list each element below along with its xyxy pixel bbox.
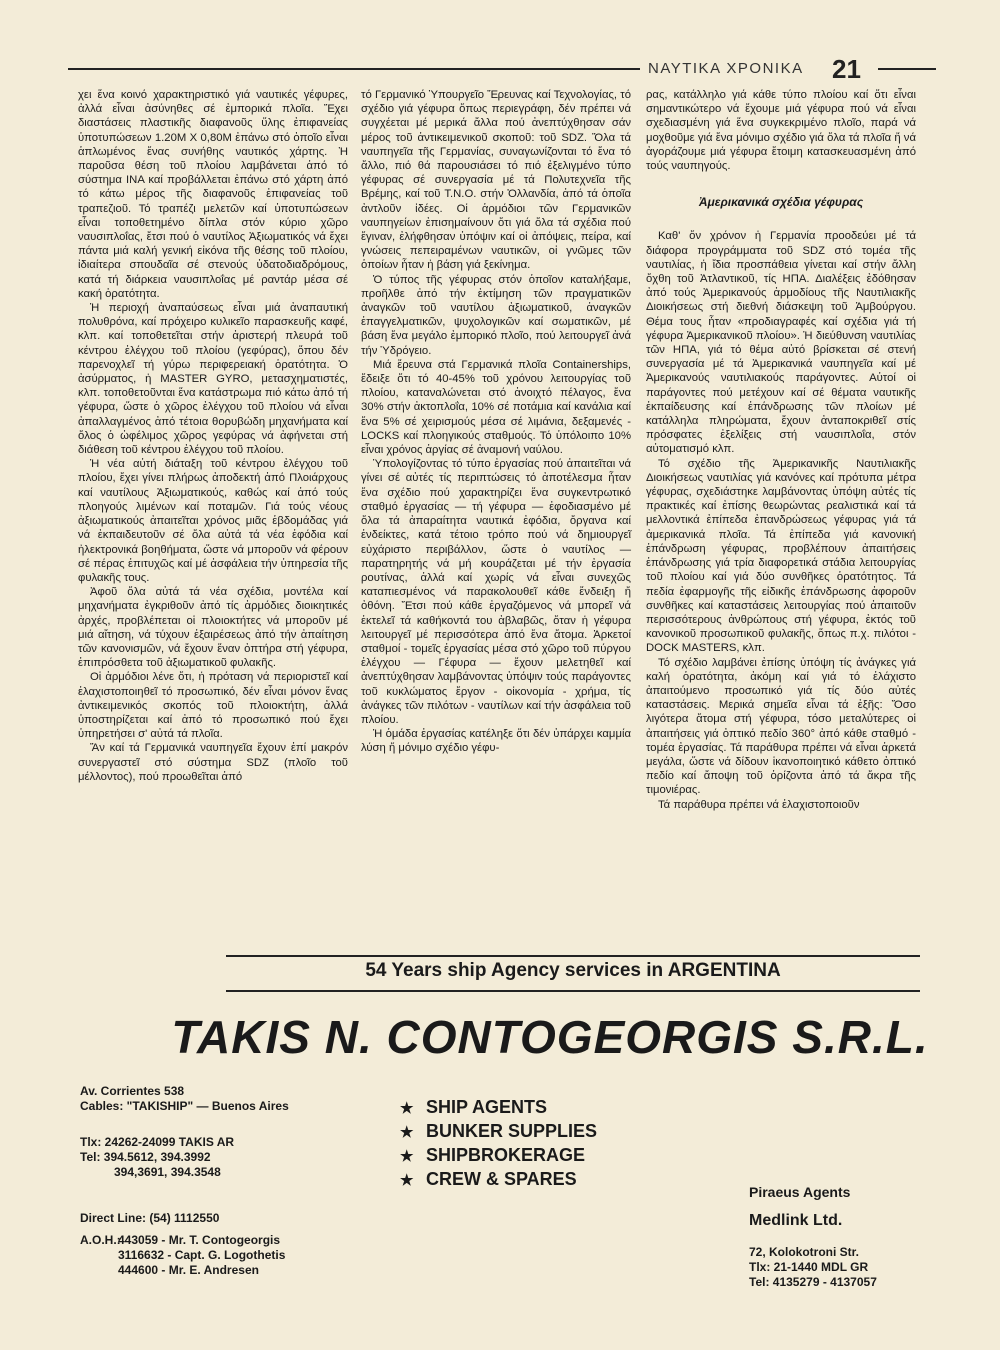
- article-column-1: [78, 88, 348, 784]
- paragraph: Ἡ περιοχή ἀναπαύσεως εἶναι μιά ἀναπαυτική πολυθρόνα, καί πρόχειρο κυλικεῖο παρασκευῆς καφέ, κλπ. καί τοποθετεῖται στήν ἀριστερή πλευρά τοῦ κέντρου ἐλέγχου τοῦ πλοίου (γεφύρας), ὅπου δέν παρενοχλεῖ τή γύρω περιφερειακή ὁρατότητα. Ὁ ἀσύρματος, ἡ MASTER GYRO, μετασχηματιστές, κλπ. τοποθετοῦνται ἕνα κατάστρωμα πιό κάτω ἀπό τή γέφυρα, ὥστε ὁ χῶρος ἐλέγχου τοῦ πλοίου νά εἶναι ἀπαλλαγμένος ἀπό τέτοια θορυβώδη μηχανήματα καί ὅλος ὁ ὠφέλιμος χῶρος γεφύρας νά ἀφήνεται στή διάθεση τοῦ κέντρου ἐλέγχου τοῦ πλοίου.: [78, 302, 348, 457]
- magazine-title: ΝΑΥΤΙΚΑ ΧΡΟΝΙΚΑ: [648, 60, 804, 77]
- star-icon: ★: [400, 1172, 414, 1189]
- header-rule-left: [68, 68, 640, 70]
- direct-line: Direct Line: (54) 1112550: [80, 1211, 220, 1225]
- star-icon: ★: [400, 1100, 414, 1117]
- telex: Tlx: 24262-24099 TAKIS AR: [80, 1135, 235, 1149]
- ad-headline: 54 Years ship Agency services in ARGENTINA: [365, 960, 781, 981]
- service-item: [400, 1120, 597, 1144]
- aoh-lines: [118, 1233, 285, 1278]
- ad-direct-line: [80, 1211, 380, 1226]
- paragraph: τό Γερμανικό Ὑπουργεῖο Ἔρευνας καί Τεχνολογίας, τό σχέδιο γιά γέφυρα ὅπως περιεγράφη, δέν πρέπει νά συγχέεται μέ μερικά ἄλλα πού ἀνεπτύχθησαν σάν μέρος τοῦ ἀντικειμενικοῦ σκοποῦ: τοῦ SDZ. Ὅλα τά ναυπηγεῖα τῆς Γερμανίας, συναγωνίζονται τό ἕνα τό ἄλλο, πιό θά παρουσιάσει τό πιό ἐξελιγμένο τύπο γέφυρας σέ συνεργασία μέ τά Πολυτεχνεῖα τῆς Βρέμης, καί τοῦ T.N.O. στήν Ὁλλανδία, ἀπό τά ὁποῖα ἀντλοῦν ἰδέες. Οἱ ἁρμόδιοι τῶν Γερμανικῶν ναυπηγείων ἐπισημαίνουν ὅτι γιά ὅλα τά σχέδια πού ἔγιναν, ἐλήφθησαν ὑπόψιν καί οἱ ἀπόψεις, πείρα, καί γνώσεις πεπειραμένων ναυτικῶν, οἱ γνῶμες τῶν ὁποίων ἦταν ἡ βάση γιά ξεκίνημα.: [361, 89, 631, 272]
- aoh-line: 443059 - Mr. T. Contogeorgis: [118, 1233, 281, 1247]
- paragraph: Τό σχέδιο τῆς Ἀμερικανικῆς Ναυτιλιακῆς Διοικήσεως ναυτιλίας γιά κανόνες καί πρότυπα μέτρα γέφυρας, σχεδιάστηκε λαμβάνοντας ὑπόψη αὐτές τίς πρακτικές καί ἐπίσης θεωρώντας ρεαλιστικά καί τά μελλοντικά ἐπίπεδα ἐπανδρώσεως γέφυρας γιά τά ἀμερικανικά πλοῖα. Τά ἐπίπεδα γιά κανονική ἐπάνδρωση γέφυρας, προβλέπουν ἀπαιτήσεις ἐπάνδρωσης γιά τρία διαφορετικά στάδια λειτουργίας τοῦ πλοίου καί γιά δύο συνθῆκες ὁρατότητος. Τά πεδία ἐφαρμογῆς τῆς εἰδικῆς ἐπάνδρωσης ἀφοροῦν συνθῆκες καί καταστάσεις λειτουργίας πού ἀπαιτοῦν περισσότερους ἀνθρώπους στή γέφυρα, ἐκτός τοῦ κανονικοῦ προσωπικοῦ φυλακῆς, ὅπως π.χ. πιλότοι - DOCK MASTERS, κλπ.: [646, 457, 916, 655]
- ad-telecom: [80, 1135, 380, 1180]
- service-item: [400, 1144, 597, 1168]
- aoh-line: 3116632 - Capt. G. Logothetis: [118, 1248, 286, 1262]
- telephone: 394,3691, 394.3548: [114, 1165, 221, 1179]
- paragraph: Ἡ νέα αὐτή διάταξη τοῦ κέντρου ἐλέγχου τοῦ πλοίου, ἔχει γίνει πλήρως ἀποδεκτή ἀπό Πλοιάρχους καί ναυτίλους Ἀξιωματικούς, καθώς καί ἀπό τούς πλοηγούς λιμένων καί ποταμῶν. Γιά τούς νέους ἀξιωματικούς ἀπαιτεῖται χρόνος μιᾶς ἑβδομάδας γιά νά ἐκπαιδευτοῦν σέ ὅλα αὐτά τά νέα ἐφόδια καί ἠλεκτρονικά βοηθήματα, ὥστε νά μποροῦν νά φέρουν σέ πέρας ἐπιτυχῶς καί μέ ἀσφάλεια τήν ὑπηρεσία τῆς φυλακῆς τους.: [78, 458, 348, 584]
- paragraph: Ὁ τύπος τῆς γέφυρας στόν ὁποῖον καταλήξαμε, προῆλθε ἀπό τήν ἐκτίμηση τῶν πραγματικῶν ἀναγκῶν τοῦ ναυτίλου ἀξιωματικοῦ, ἀναγκῶν ἐπαγγελματικῶν, ψυχολογικῶν καί σωματικῶν, μέ βάση ἕνα μεγάλο ἐμπορικό πλοῖο, πού λειτουργεῖ ἀνά τήν Ὑδρόγειο.: [361, 273, 631, 357]
- agents-title: Piraeus Agents: [749, 1184, 851, 1200]
- ad-top-rule: [226, 955, 920, 957]
- paragraph: ρας, κατάλληλο γιά κάθε τύπο πλοίου καί ὅτι εἶναι σημαντικώτερο νά ἔχουμε μιά γέφυρα πού νά εἶναι σχεδιασμένη γιά ἕνα συγκεκριμένο πλοῖο, παρά νά μοχθοῦμε γιά ἕνα μόνιμο σχέδιο γιά ὅλα τά πλοῖα ἤ νά ἀγοράζουμε μιά γέφυρα ἕτοιμη κατασκευασμένη ἀπό τούς ναυπηγούς.: [646, 89, 916, 173]
- paragraph: Καθ' ὅν χρόνον ἡ Γερμανία προοδεύει μέ τά διάφορα προγράμματα τοῦ SDZ στό τομέα τῆς ναυτιλίας, ἡ ἴδια προσπάθεια γίνεται καί στήν ἄλλη ὄχθη τοῦ Ἀτλαντικοῦ, τίς ΗΠΑ. Διαλέξεις ἐδόθησαν ἀπό τούς Ἀμερικανούς ἁρμοδίους τῆς Ναυτιλιακῆς Διοικήσεως στή διεθνή διάσκεψη τοῦ Ἀμβούργου. Θέμα τους ἦταν «προδιαγραφές καί σχέδια γιά τή γέφυρα Ἀμερικανικοῦ πλοίου». Ἡ διεύθυνση ναυτιλίας τῶν ΗΠΑ, γιά τό θέμα αὐτό βρίσκεται σέ στενή συνεργασία μέ τά Ἀμερικανικά ναυπηγεῖα καί μέ Ἀμερικανούς ναυτιλιακούς παράγοντες. Αὐτοί οἱ παράγοντες πού μετέχουν καί σέ θέματα ναυτικῆς ἐκπαίδευσης καί ἐπάνδρωσης τῶν πλοίων μέ κατάλληλα πληρώματα, ἔχουν ἀνταποκριθεῖ στίς πρόσφατες ἐξελίξεις στή ναυσιπλοΐα, στόν αὐτοματισμό κλπ.: [646, 230, 916, 456]
- article-column-3: [646, 88, 916, 812]
- service-label: SHIPBROKERAGE: [426, 1145, 586, 1165]
- street-address: Av. Corrientes 538: [80, 1084, 185, 1098]
- cable-address: Cables: "TAKISHIP" — Buenos Aires: [80, 1099, 289, 1113]
- paragraph: Τά παράθυρα πρέπει νά ἐλαχιστοποιοῦν: [658, 798, 860, 811]
- paragraph: Ἡ ὁμάδα ἐργασίας κατέληξε ὅτι δέν ὑπάρχει καμμία λύση ἤ μόνιμο σχέδιο γέφυ-: [361, 728, 631, 755]
- paragraph: Ἄν καί τά Γερμανικά ναυπηγεῖα ἔχουν ἐπί μακρόν συνεργαστεῖ στό σύστημα SDZ (πλοῖο τοῦ μέλλοντος), πού προωθεῖται ἀπό: [78, 742, 348, 783]
- ad-address: [80, 1084, 380, 1114]
- article-column-2: [361, 88, 631, 756]
- aoh-line: 444600 - Mr. E. Andresen: [118, 1263, 259, 1277]
- agents-company: Medlink Ltd.: [749, 1212, 843, 1229]
- paragraph: Ὑπολογίζοντας τό τύπο ἐργασίας πού ἀπαιτεῖται νά γίνει σέ αὐτές τίς περιπτώσεις τό ἀποτέλεσμα ἦταν ἕνα σχέδιο πού χαρακτηρίζει ἕνα συγκεντρωτικό σταθμό ἐργασίας — τή γέφυρα — ἐφοδιασμένο μέ ὅλα τά ἀπαραίτητα ναυτικά ἐφόδια, ὄργανα καί ἐνδείκτες, κατά τέτοιο τρόπο πού νά δημιουργεῖ εὐχάριστο περιβάλλον, ὥστε ὁ ναυτίλος — παρατηρητής νά μή κουράζεται μέ τήν ἐργασία ρουτίνας, ἀλλά καί χωρίς νά εἶναι συνεχῶς καταπιεσμένος νά παρακολουθεῖ κάθε ἔνδειξη ἤ ὀθόνη. Ἔτσι πού κάθε ἐργαζόμενος νά μπορεῖ νά ἐκτελεῖ τά καθήκοντά του ἀβλαβῶς, ὅταν ἡ γέφυρα λειτουργεῖ μέ περισσότερα ἀπό ἕνα ἄτομα. Ἀρκετοί σταθμοί - τομεῖς ἐργασίας μέσα στό χῶρο τοῦ πύργου ἐλέγχου — Γέφυρα — ἔχουν μελετηθεῖ καί ἀνεπτύχθησαν λαμβάνοντας ὑπόψιν τούς παράγοντες τοῦ κυκλώματος ἔργον - οἰκονομία - χρήμα, τίς ἀνάγκες τῶν πιλότων - ναυτίλων καί τήν ἀσφάλεια τοῦ πλοίου.: [361, 458, 631, 726]
- piraeus-agents: [749, 1183, 949, 1290]
- agents-address: 72, Kolokotroni Str.: [749, 1245, 860, 1259]
- agents-telephone: Tel: 4135279 - 4137057: [749, 1275, 877, 1289]
- paragraph: χει ἕνα κοινό χαρακτηριστικό γιά ναυτικές γέφυρες, ἀλλά εἶναι ἀσύνηθες σέ ἐμπορικά πλοῖα. Ἔχει διαστάσεις πλαστικῆς διαφανοῦς ὕλης ἐπιφανείας ὑποτυπώσεων 1.20M X 0,80M ἐπάνω στό ὁποῖο εἶναι ἁπλωμένος ἕνας συνήθης ναυτικός χάρτης. Ἡ παροῦσα θέση τοῦ πλοίου λαμβάνεται ἀπό τό σύστημα INA καί προβάλλεται ἐπάνω στό χάρτη ἀπό τό κάτω μέρος τῆς διαφανοῦς ἐπιφανείας τοῦ τραπεζιοῦ. Τό τραπέζι μελετῶν καί ὑποτυπώσεων εἶναι τοποθετημένο δίπλα στόν κύριο χῶρο ναυσιπλοΐας, ἔτσι πού ὁ ναυτίλος Ἀξιωματικός νά ἔχει πάντα μιά καλή γενική εἰκόνα τῆς θέσης τοῦ πλοίου, ἰδιαίτερα σπουδαῖα σέ στενούς ὑδατοδιαδρόμους, κατά τή διάρκεια ναυσιπλοΐας μέ ραντάρ μέσα σέ κακή ὁρατότητα.: [78, 89, 348, 300]
- ad-company-name: TAKIS N. CONTOGEORGIS S.R.L.: [171, 1011, 929, 1063]
- paragraph: Τό σχέδιο λαμβάνει ἐπίσης ὑπόψη τίς ἀνάγκες γιά καλή ὁρατότητα, ἀκόμη καί γιά τό ἐλάχιστο ἀπαιτούμενο προσωπικό γιά τίς δύο αὐτές καταστάσεις. Μερικά σημεῖα εἶναι τά ἑξῆς: Ὅσο λιγότερα ἄτομα στή γέφυρα, τόσο μεταλύτερες οἱ ἀπαιτήσεις γιά ὀπτικό πεδίο 360° ἀπό κάθε σταθμό - τομέα ἐργασίας. Τά παράθυρα πρέπει νά εἶναι ἀρκετά μεγάλα, ὥστε νά δίδουν ἱκανοποιητικό κάθετο ὀπτικό πεδίο καί ἄποψη τοῦ ὁρίζοντα ἀπό τά ἄκρα τῆς τιμονιέρας.: [646, 656, 916, 797]
- section-heading: Ἀμερικανικά σχέδια γέφυρας: [698, 195, 864, 210]
- star-icon: ★: [400, 1124, 414, 1141]
- paragraph: Ἀφοῦ ὅλα αὐτά τά νέα σχέδια, μοντέλα καί μηχανήματα ἐγκριθοῦν ἀπό τίς ἁρμόδιες διοικητικές ἀρχές, προβλέπεται οἱ πλοιοκτήτες νά μποροῦν μέ μιά αἴτηση, νά τύχουν ἐξαιρέσεως ἀπό τήν ἀπαίτηση τῶν κανονισμῶν, νά ἔχουν ἕναν ὀπτήρα στή γέφυρα, ἐπιπρόσθετα τοῦ ἀξιωματικοῦ φυλακῆς.: [78, 586, 348, 670]
- service-label: BUNKER SUPPLIES: [426, 1121, 598, 1141]
- paragraph: Μιά ἔρευνα στά Γερμανικά πλοῖα Containerships, ἔδειξε ὅτι τό 40-45% τοῦ χρόνου λειτουργίας τοῦ πλοίου, καταναλώνεται στό ἀνοιχτό πέλαγος, ἕνα 30% στήν ἀκτοπλοΐα, 10% σέ ποτάμια καί κανάλια καί ἕνα 5% σέ χειρισμούς μέσα σέ λιμάνια, δεξαμενές - LOCKS καί πλοηγικούς σταθμούς. Τό ὑπόλοιπο 10% εἶναι χρόνος ἀργίας σέ ἀναμονή ναύλου.: [361, 358, 631, 457]
- agents-telex: Tlx: 21-1440 MDL GR: [749, 1260, 869, 1274]
- service-label: SHIP AGENTS: [426, 1097, 548, 1117]
- header-rule-right: [878, 68, 936, 70]
- service-item: [400, 1096, 597, 1120]
- telephone: Tel: 394.5612, 394.3992: [80, 1150, 211, 1164]
- page-number: 21: [832, 54, 861, 84]
- ad-headline-rule: [226, 990, 920, 992]
- star-icon: ★: [400, 1148, 414, 1165]
- service-label: CREW & SPARES: [426, 1169, 577, 1189]
- ad-services-list: [400, 1096, 597, 1192]
- aoh-label: A.O.H.:: [80, 1233, 121, 1247]
- service-item: [400, 1168, 597, 1192]
- paragraph: Οἱ ἁρμόδιοι λένε ὅτι, ἡ πρόταση νά περιοριστεῖ καί ἐλαχιστοποιηθεῖ τό προσωπικό, δέν εἶναι μόνον ἕνας ἀντικειμενικός σκοπός τοῦ πλοιοκτήτη, ἀλλά ὑποστηρίζεται καί ἀπό τό προσωπικό πού ἔχει ὑπηρετήσει σ' αὐτά τά πλοῖα.: [78, 671, 348, 741]
